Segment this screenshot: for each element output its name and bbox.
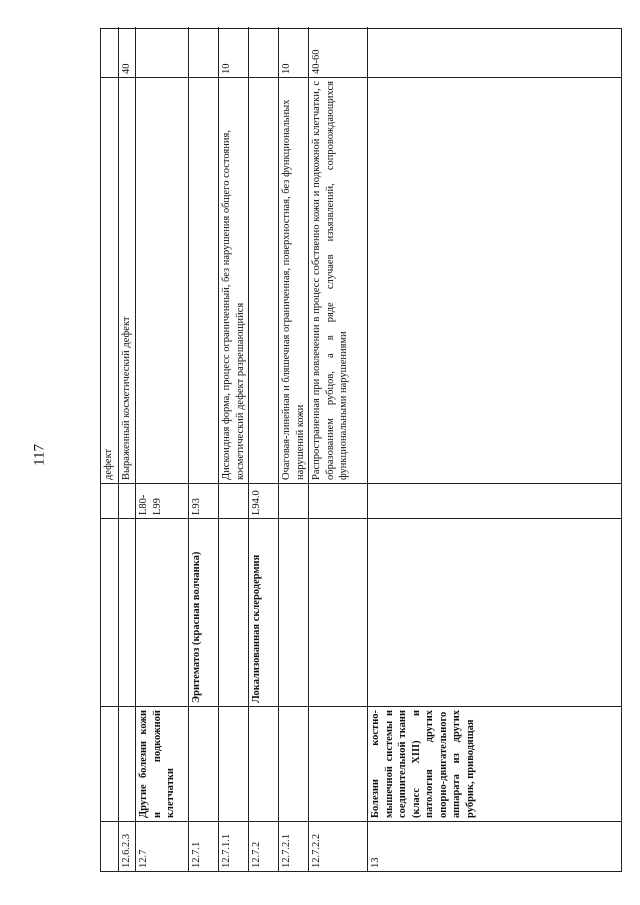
code-cell: 12.7 [136,821,188,871]
code-cell [101,821,118,871]
code-cell: 12.7.2.2 [309,821,367,871]
code-cell: 12.7.1.1 [219,821,248,871]
disease-cell [119,518,135,706]
table-row [249,27,279,871]
group-cell [189,706,218,821]
icd-cell [309,483,367,518]
icd-cell [219,483,248,518]
disease-cell: Эритематоз (красная волчанка) [189,518,218,706]
percent-cell [249,27,278,77]
group-cell [119,706,135,821]
table-row [189,27,219,871]
description-cell [189,77,218,483]
page-number: 117 [31,444,48,466]
percent-cell: 10 [281,63,292,74]
table-row [309,27,368,871]
code-cell: 12.7.2.1 [279,821,308,871]
icd-cell: L94.0 [249,483,278,518]
code-cell: 12.6.2.3 [119,821,135,871]
code-cell: 12.7.1 [189,821,218,871]
table-row [279,27,309,871]
group-cell [279,706,308,821]
table-row [368,27,621,871]
classification-table [100,28,622,872]
table-row [101,27,119,871]
disease-cell [136,518,188,706]
description-cell [136,77,188,483]
icd-cell: L80-L99 [136,483,188,518]
percent-cell: 40 [121,63,132,74]
table-row [119,27,136,871]
icd-cell [119,483,135,518]
group-cell: Болезни костно-мышечной системы и соединительной ткани (класс XIII) и патология других опорно-двигательного аппарата из других рубрик, приводящая [368,706,621,821]
percent-cell: 40-60 [311,49,322,74]
group-cell: Другие болезни кожи и подкожной клетчатки [136,706,188,821]
icd-cell [101,483,118,518]
group-cell [249,706,278,821]
percent-cell [101,27,118,77]
code-cell: 12.7.2 [249,821,278,871]
icd-cell [279,483,308,518]
percent-cell [136,27,188,77]
description-cell: Распространенная при вовлечении в процесс собственно кожи и подкожной клетчатки, с образованием рубцов, а в ряде случаев изъязвлений, сопровождающихся функциональными нарушениями [309,77,367,483]
disease-cell: Локализованная склеродермия [249,518,278,706]
description-cell: дефект [101,77,118,483]
code-cell: 13 [368,821,621,871]
description-cell: Очаговая-линейная и бляшечная ограниченная, поверхностная, без функциональных нарушений кожи [279,77,308,483]
disease-cell [368,518,621,706]
group-cell [309,706,367,821]
description-cell: Дискоидная форма, процесс ограниченный, без нарушения общего состояния, косметический дефект разрешающийся [219,77,248,483]
description-cell: Выраженный косметический дефект [119,77,135,483]
percent-cell [189,27,218,77]
disease-cell [101,518,118,706]
icd-cell [368,483,621,518]
percent-cell [368,27,621,77]
disease-cell [279,518,308,706]
table-row [219,27,249,871]
disease-cell [309,518,367,706]
icd-cell: L93 [189,483,218,518]
description-cell [368,77,621,483]
table-row [136,27,189,871]
description-cell [249,77,278,483]
disease-cell [219,518,248,706]
group-cell [219,706,248,821]
group-cell [101,706,118,821]
percent-cell: 10 [221,63,232,74]
